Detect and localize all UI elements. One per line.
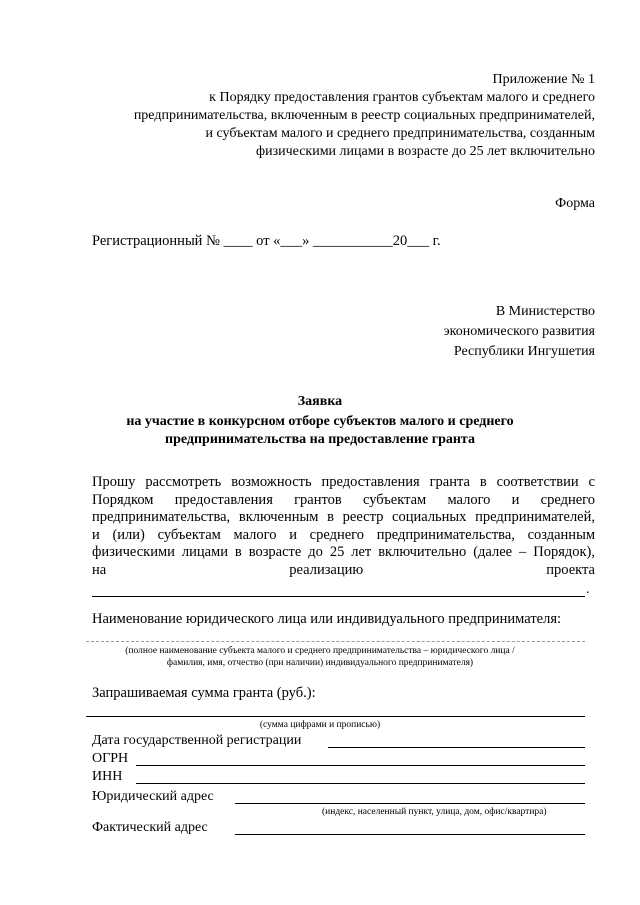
org-name-field[interactable] [86,641,585,642]
ogrn-field[interactable] [136,765,585,766]
registration-line: Регистрационный № ____ от «___» ___________20___ г. [92,233,441,249]
project-name-field[interactable] [92,596,585,597]
request-word-na: на [92,561,107,578]
request-line-1: Прошу рассмотреть возможность предоставления гранта в соответствии с [92,474,595,490]
document-title: Заявка [297,394,343,409]
request-line-3: предпринимательства, включенным в реестр социальных предпринимателей, [92,509,595,525]
reg-date-label: Дата государственной регистрации [92,733,302,748]
annex-line-2: к Порядку предоставления грантов субъектам малого и среднего [209,90,595,105]
request-line-2: Порядком предоставления грантов субъектам малого и среднего [92,491,595,508]
addressee-line-1: В Министерство [495,304,595,319]
annex-line-5: физическими лицами в возрасте до 25 лет включительно [256,144,595,159]
request-paragraph [92,474,595,579]
amount-hint: (сумма цифрами и прописью) [259,720,381,730]
org-name-hint-2: фамилия, имя, отчество (при наличии) индивидуального предпринимателя) [166,658,474,668]
request-word-project: проекта [546,561,595,578]
document-subtitle-1: на участие в конкурсном отборе субъектов малого и среднего [126,414,514,429]
legal-address-field[interactable] [235,803,585,804]
annex-line-4: и субъектам малого и среднего предпринимательства, созданным [205,126,595,141]
actual-address-label: Фактический адрес [92,820,208,835]
org-name-label: Наименование юридического лица или индивидуального предпринимателя: [92,611,562,627]
annex-line-1: Приложение № 1 [492,72,595,87]
addressee-line-3: Республики Ингушетия [453,344,595,359]
document-subtitle-2: предпринимательства на предоставление гранта [165,432,475,447]
project-line-end: . [586,582,590,597]
actual-address-field[interactable] [235,834,585,835]
form-label: Форма [555,196,595,211]
amount-field[interactable] [86,716,585,717]
legal-address-label: Юридический адрес [92,789,214,804]
inn-label: ИНН [92,769,123,784]
request-line-5: физическими лицами в возрасте до 25 лет включительно (далее – Порядок), [92,544,595,560]
request-line-4: и (или) субъектам малого и среднего предпринимательства, созданным [92,526,595,543]
request-word-realization: реализацию [289,561,364,578]
org-name-hint-1: (полное наименование субъекта малого и среднего предпринимательства – юридического лица / [125,646,515,656]
annex-line-3: предпринимательства, включенным в реестр социальных предпринимателей, [133,108,595,123]
ogrn-label: ОГРН [92,751,129,766]
inn-field[interactable] [136,783,585,784]
amount-label: Запрашиваемая сумма гранта (руб.): [92,685,316,701]
request-line-6 [92,562,595,580]
reg-date-field[interactable] [328,747,585,748]
addressee-line-2: экономического развития [443,324,595,339]
legal-address-hint: (индекс, населенный пункт, улица, дом, офис/квартира) [322,807,547,817]
